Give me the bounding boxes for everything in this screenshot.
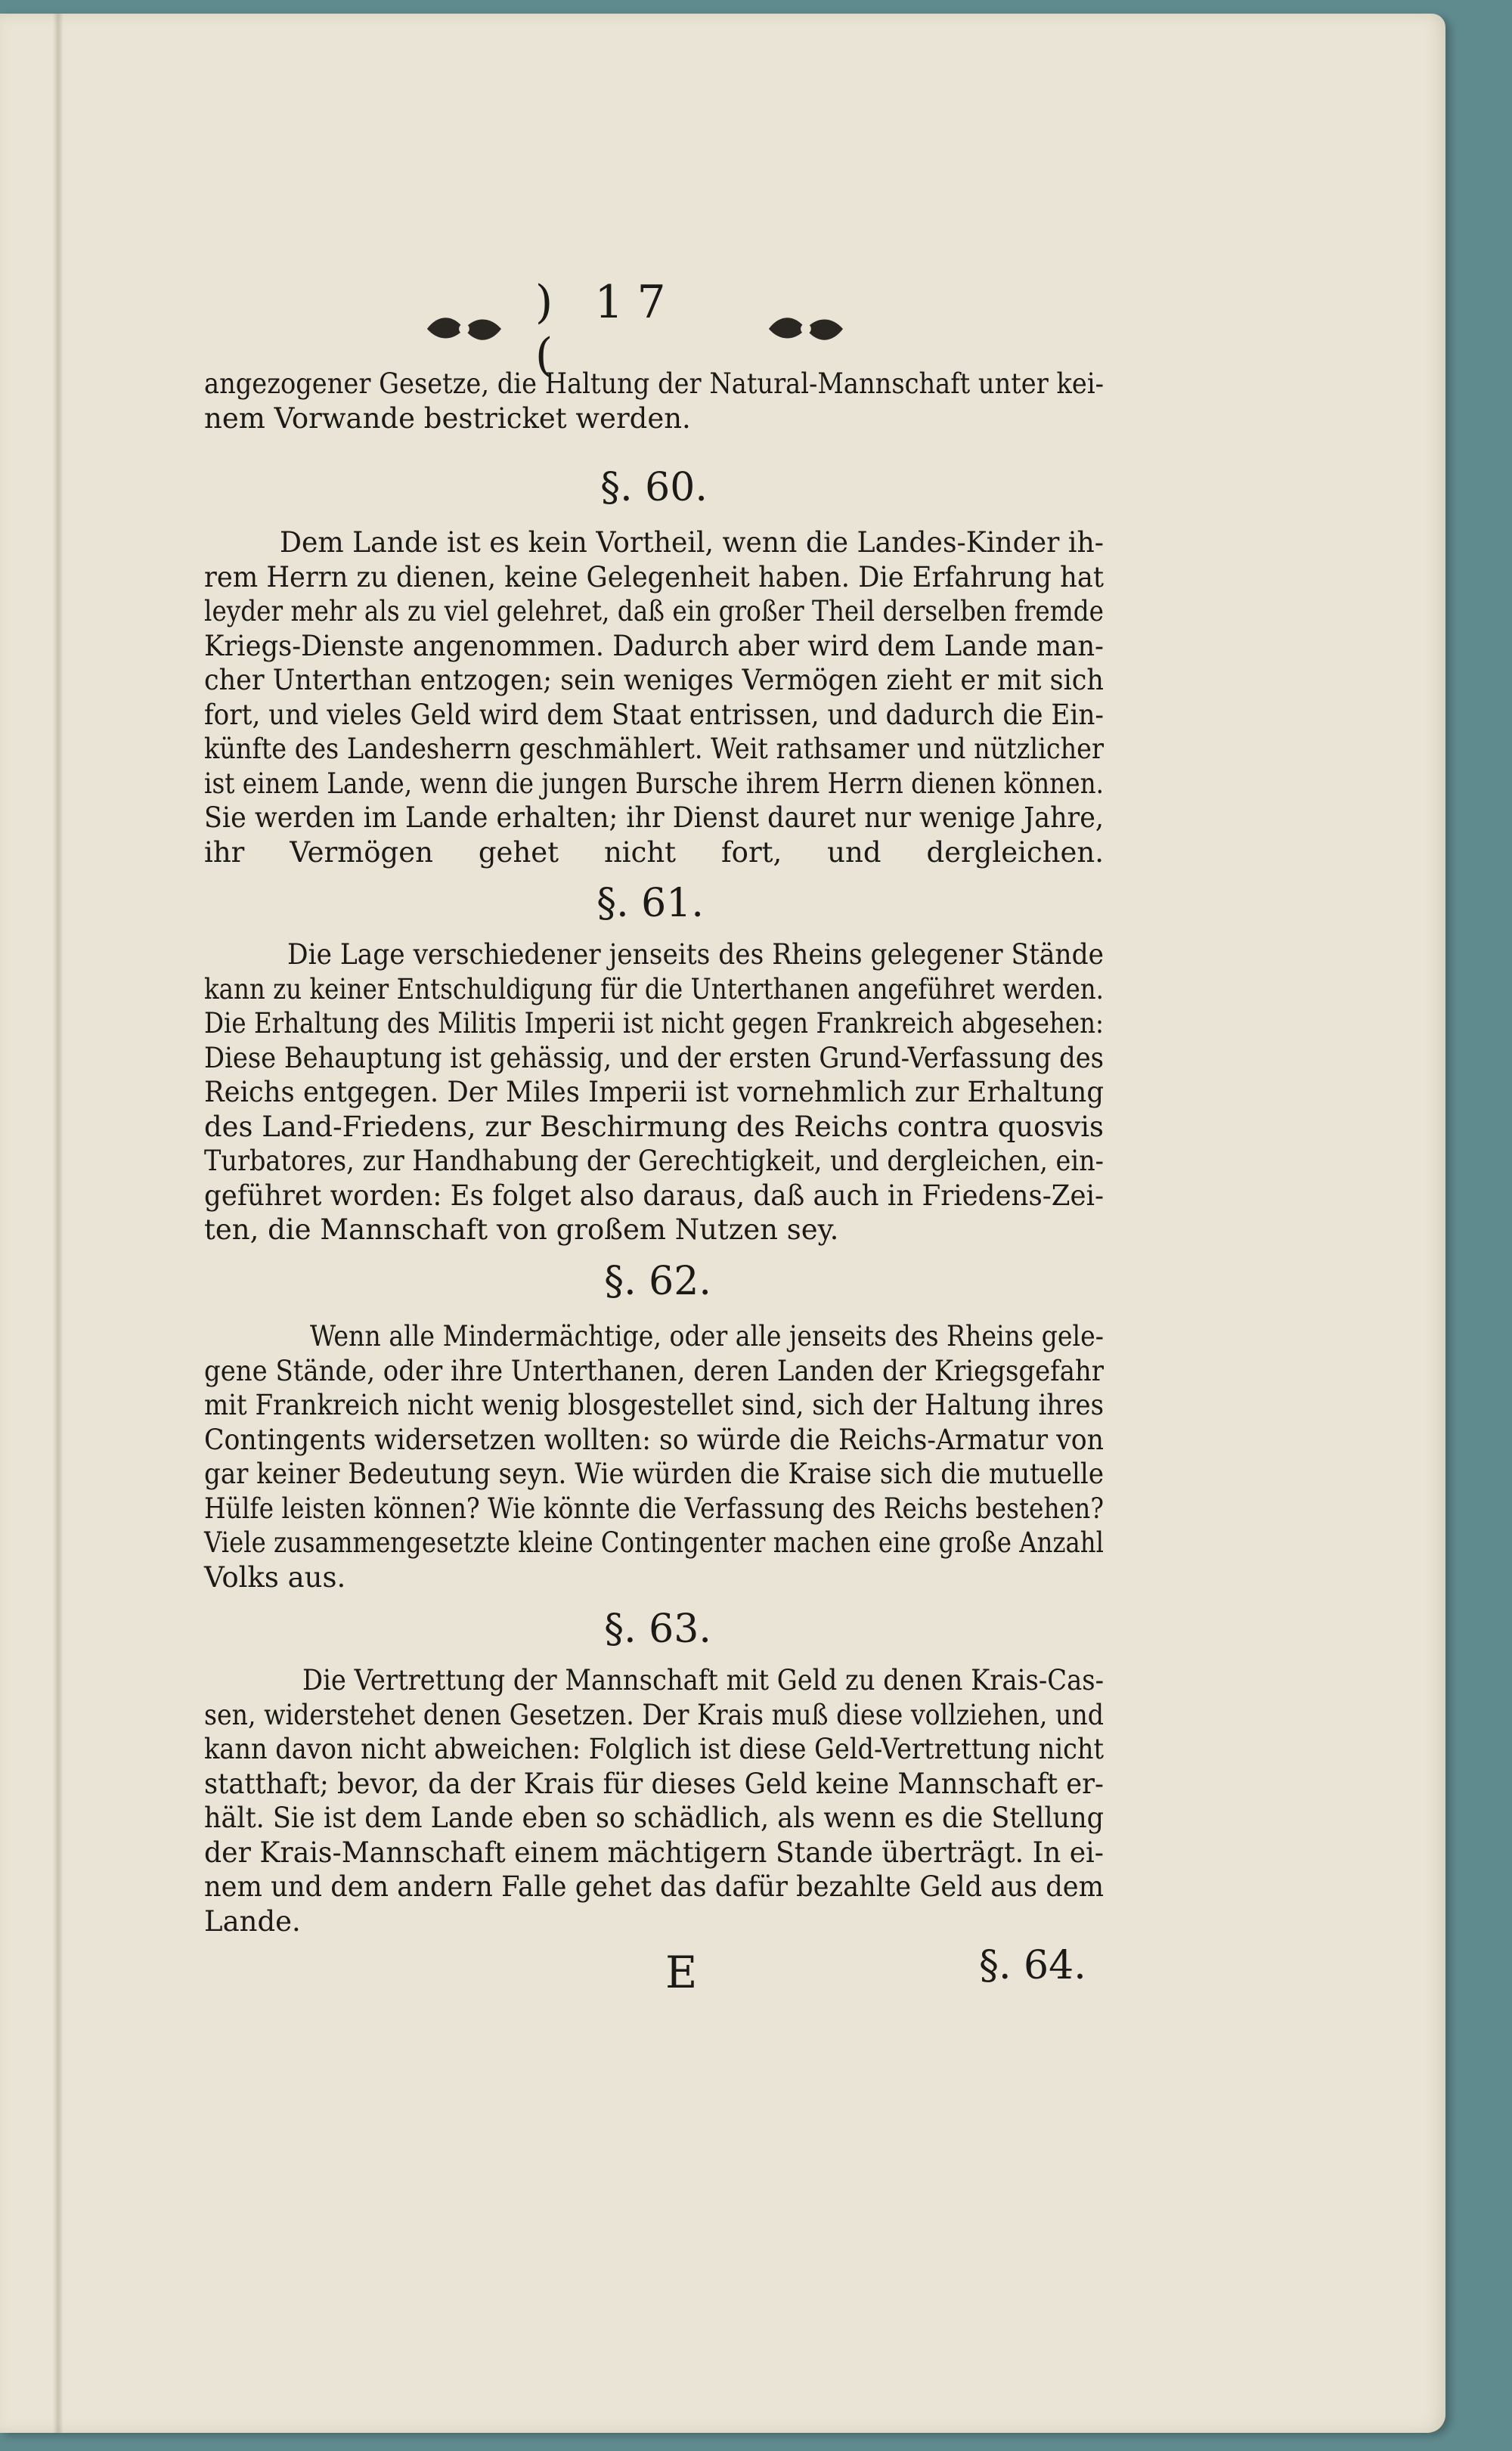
text-line: des Land-Friedens, zur Beschirmung des Reichs contra quosvis: [204, 1110, 1104, 1143]
text-line: kann davon nicht abweichen: Folglich ist diese Geld-Vertrettung nicht: [204, 1733, 1104, 1765]
page-gutter: [53, 14, 64, 2433]
text-line: statthaft; bevor, da der Krais für dieses Geld keine Mannschaft er-: [204, 1767, 1104, 1800]
text-line: ist einem Lande, wenn die jungen Bursche ihrem Herrn dienen können.: [204, 767, 1104, 800]
text-line: Lande.: [204, 1904, 301, 1938]
section-63-body: [204, 1663, 1104, 1938]
ornament-icon-right: [765, 310, 847, 348]
text-line: kann zu keiner Entschuldigung für die Unterthanen angeführet werden.: [204, 972, 1104, 1005]
text-line: Viele zusammengesetzte kleine Contingenter machen eine große Anzahl: [204, 1526, 1104, 1559]
text-line: nem und dem andern Falle gehet das dafür bezahlte Geld aus dem: [204, 1870, 1104, 1903]
text-line: Wenn alle Mindermächtige, oder alle jenseits des Rheins gele-: [310, 1320, 1104, 1353]
text-line: gene Stände, oder ihre Unterthanen, deren Landen der Kriegsgefahr: [204, 1354, 1104, 1387]
text-line: geführet worden: Es folget also daraus, daß auch in Friedens-Zei-: [204, 1179, 1104, 1212]
section-61-body: [204, 937, 1104, 1247]
section-heading-60: §. 60.: [600, 465, 708, 510]
ornament-icon-left: [423, 310, 505, 348]
text-line: Sie werden im Lande erhalten; ihr Dienst dauret nur wenige Jahre,: [204, 801, 1104, 834]
page-number: ) 17 (: [534, 276, 680, 382]
text-line: cher Unterthan entzogen; sein weniges Vermögen zieht er mit sich: [204, 664, 1104, 696]
text-line: leyder mehr als zu viel gelehret, daß ein großer Theil derselben fremde: [204, 595, 1104, 627]
text-line: künfte des Landesherrn geschmählert. Weit rathsamer und nützlicher: [204, 733, 1104, 765]
text-line: rem Herrn zu dienen, keine Gelegenheit haben. Die Erfahrung hat: [204, 560, 1104, 593]
text-line: Die Erhaltung des Militis Imperii ist nicht gegen Frankreich abgesehen:: [204, 1007, 1104, 1040]
catchword: §. 64.: [979, 1943, 1086, 1988]
text-line: sen, widerstehet denen Gesetzen. Der Krais muß diese vollziehen, und: [204, 1698, 1104, 1731]
text-line: Dem Lande ist es kein Vortheil, wenn die Landes-Kinder ih-: [280, 526, 1104, 559]
text-line: fort, und vieles Geld wird dem Staat entrissen, und dadurch die Ein-: [204, 698, 1104, 731]
signature-mark: E: [665, 1947, 698, 1998]
text-line: hält. Sie ist dem Lande eben so schädlich, als wenn es die Stellung: [204, 1802, 1104, 1834]
text-line: gar keiner Bedeutung seyn. Wie würden die Kraise sich die mutuelle: [204, 1458, 1104, 1490]
text-line: Diese Behauptung ist gehässig, und der ersten Grund-Verfassung des: [204, 1041, 1104, 1074]
text-line: der Krais-Mannschaft einem mächtigern Stande überträgt. In ei-: [204, 1836, 1104, 1869]
text-line: mit Frankreich nicht wenig blosgestellet sind, sich der Haltung ihres: [204, 1389, 1104, 1421]
text-line: Turbatores, zur Handhabung der Gerechtigkeit, und dergleichen, ein-: [204, 1145, 1104, 1177]
text-line: Kriegs-Dienste angenommen. Dadurch aber wird dem Lande man-: [204, 629, 1104, 662]
continuation-paragraph: [204, 367, 1104, 435]
text-line: Hülfe leisten können? Wie könnte die Verfassung des Reichs bestehen?: [204, 1492, 1104, 1525]
section-heading-63: §. 63.: [604, 1607, 711, 1652]
text-line: ihr Vermögen gehet nicht fort, und dergleichen.: [204, 835, 1104, 869]
text-line: Die Lage verschiedener jenseits des Rheins gelegener Stände: [287, 938, 1104, 971]
section-heading-61: §. 61.: [596, 881, 704, 926]
section-62-body: [204, 1319, 1104, 1594]
text-line: nem Vorwande bestricket werden.: [204, 401, 691, 435]
text-line: ten, die Mannschaft von großem Nutzen sey.: [204, 1213, 839, 1246]
text-line: Reichs entgegen. Der Miles Imperii ist vornehmlich zur Erhaltung: [204, 1076, 1104, 1108]
text-line: angezogener Gesetze, die Haltung der Natural-Mannschaft unter kei-: [204, 367, 1104, 400]
section-60-body: [204, 525, 1104, 869]
section-heading-62: §. 62.: [604, 1259, 711, 1304]
text-line: Contingents widersetzen wollten: so würde die Reichs-Armatur von: [204, 1423, 1104, 1456]
text-line: Volks aus.: [204, 1560, 346, 1594]
text-line: Die Vertrettung der Mannschaft mit Geld zu denen Krais-Cas-: [302, 1664, 1104, 1696]
page-header: [423, 276, 847, 382]
